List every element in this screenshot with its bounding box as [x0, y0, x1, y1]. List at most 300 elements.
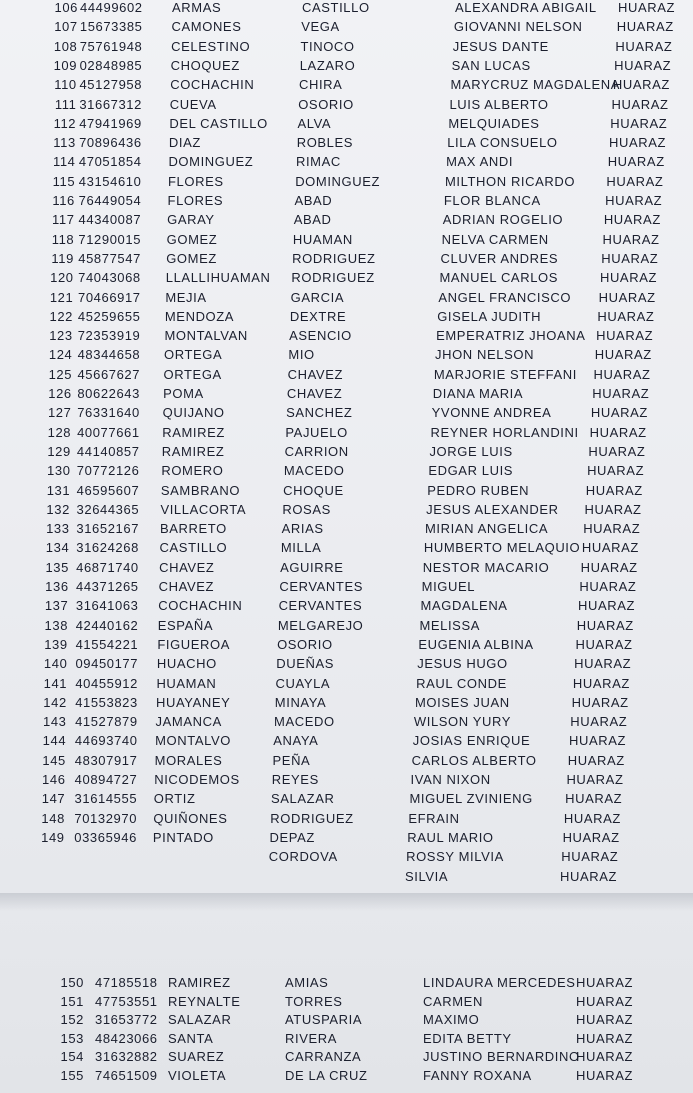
dni-cell: 70132970: [74, 810, 138, 826]
row-number: 147: [41, 791, 66, 807]
dni-cell: 46871740: [76, 559, 139, 575]
dni-cell: 31667312: [79, 96, 142, 112]
given-names-cell: GISELA JUDITH: [437, 308, 542, 324]
table-row: [0, 1012, 693, 1032]
dni-cell: 48344658: [77, 347, 141, 363]
table-row: [0, 386, 693, 406]
city-cell: HUARAZ: [576, 617, 634, 633]
given-names-cell: MARJORIE STEFFANI: [433, 366, 577, 382]
city-cell: HUARAZ: [601, 250, 659, 266]
city-cell: HUARAZ: [579, 579, 637, 594]
table-row: [0, 19, 693, 39]
table-row: [0, 193, 693, 213]
dni-cell: 47753551: [95, 993, 158, 1009]
row-number: 143: [42, 714, 67, 730]
dni-cell: 70466917: [78, 289, 141, 305]
maternal-surname-cell: ARIAS: [281, 521, 324, 537]
given-names-cell: SAN LUCAS: [451, 57, 531, 73]
paternal-surname-cell: CHOQUEZ: [170, 57, 240, 73]
given-names-cell: JESUS DANTE: [452, 38, 549, 54]
dni-cell: 44371265: [76, 579, 139, 594]
city-cell: HUARAZ: [585, 482, 643, 498]
table-row: [0, 1031, 693, 1051]
row-number: 138: [44, 617, 69, 633]
row-number: 116: [52, 193, 75, 208]
paternal-surname-cell: GOMEZ: [166, 250, 217, 266]
city-cell: HUARAZ: [615, 38, 673, 54]
given-names-cell: HUMBERTO MELAQUIO: [423, 540, 581, 556]
paternal-surname-cell: DOMINGUEZ: [168, 154, 254, 170]
paternal-surname-cell: DIAZ: [168, 135, 201, 151]
row-number: 136: [45, 579, 69, 594]
given-names-cell: RAUL CONDE: [416, 675, 507, 691]
city-cell: HUARAZ: [576, 1049, 634, 1065]
city-cell: HUARAZ: [616, 19, 674, 35]
table-row: [0, 695, 693, 715]
given-names-cell: FLOR BLANCA: [443, 193, 541, 208]
given-names-cell: FANNY ROXANA: [423, 1068, 532, 1083]
paternal-surname-cell: HUACHO: [156, 656, 217, 672]
maternal-surname-cell: PAJUELO: [285, 424, 348, 440]
table-row: [0, 174, 693, 194]
dni-cell: 09450177: [75, 656, 139, 672]
table-row: [0, 733, 693, 753]
given-names-cell: WILSON YURY: [413, 714, 512, 730]
table-row: [0, 714, 693, 734]
city-cell: HUARAZ: [618, 0, 676, 15]
table-row: [0, 444, 693, 464]
row-number: 115: [52, 173, 76, 189]
given-names-cell: MOISES JUAN: [415, 694, 510, 710]
maternal-surname-cell: OSORIO: [277, 636, 333, 652]
table-row: [0, 869, 693, 889]
row-number: 111: [54, 96, 77, 112]
maternal-surname-cell: CERVANTES: [279, 579, 363, 594]
paternal-surname-cell: VIOLETA: [168, 1068, 227, 1083]
city-cell: HUARAZ: [597, 308, 655, 324]
paternal-surname-cell: REYNALTE: [168, 993, 241, 1009]
maternal-surname-cell: RODRIGUEZ: [292, 250, 376, 266]
maternal-surname-cell: HUAMAN: [292, 231, 353, 247]
row-number: 128: [47, 424, 72, 440]
maternal-surname-cell: ASENCIO: [289, 328, 352, 344]
row-number: 134: [45, 540, 70, 556]
city-cell: HUARAZ: [563, 810, 621, 826]
dni-cell: 48423066: [95, 1030, 158, 1046]
dni-cell: 41553823: [75, 694, 138, 710]
row-number: 108: [53, 38, 78, 54]
maternal-surname-cell: DE LA CRUZ: [285, 1068, 368, 1083]
maternal-surname-cell: LAZARO: [299, 57, 356, 73]
paternal-surname-cell: CASTILLO: [159, 540, 228, 556]
row-number: 106: [54, 0, 78, 15]
maternal-surname-cell: DEXTRE: [289, 308, 347, 324]
city-cell: HUARAZ: [589, 424, 647, 440]
paternal-surname-cell: MENDOZA: [164, 308, 235, 324]
city-cell: HUARAZ: [602, 231, 660, 247]
row-number: 131: [46, 482, 71, 498]
dni-cell: 45127958: [79, 77, 143, 93]
given-names-cell: CARMEN: [423, 993, 483, 1009]
paternal-surname-cell: CHAVEZ: [159, 559, 215, 575]
city-cell: HUARAZ: [570, 714, 628, 730]
city-cell: HUARAZ: [576, 1012, 634, 1028]
given-names-cell: JORGE LUIS: [429, 443, 513, 459]
city-cell: HUARAZ: [574, 656, 632, 672]
dni-cell: 44340087: [78, 212, 142, 228]
dni-cell: 71290015: [78, 231, 142, 247]
maternal-surname-cell: MILLA: [280, 540, 322, 556]
dni-cell: 72353919: [77, 328, 141, 344]
table-row: [0, 656, 693, 676]
row-number: 132: [46, 501, 70, 517]
maternal-surname-cell: CARRANZA: [285, 1049, 362, 1065]
dni-cell: 47051854: [78, 154, 142, 170]
row-number: 129: [47, 443, 71, 459]
dni-cell: 76449054: [78, 193, 142, 208]
dni-cell: 02848985: [79, 57, 143, 73]
dni-cell: 45667627: [77, 366, 141, 382]
paternal-surname-cell: FIGUEROA: [157, 636, 231, 652]
maternal-surname-cell: ABAD: [293, 212, 332, 228]
city-cell: HUARAZ: [565, 791, 623, 807]
given-names-cell: EFRAIN: [408, 810, 460, 826]
table-row: [0, 77, 693, 97]
maternal-surname-cell: AMIAS: [285, 975, 329, 990]
table-row: [0, 975, 693, 995]
given-names-cell: MAX ANDI: [446, 154, 514, 170]
row-number: 130: [47, 463, 71, 479]
row-number: 120: [50, 270, 74, 286]
table-row: [0, 270, 693, 290]
dni-cell: 45259655: [77, 308, 141, 324]
given-names-cell: JHON NELSON: [435, 347, 535, 363]
paternal-surname-cell: ESPAÑA: [157, 617, 214, 633]
maternal-surname-cell: ROSAS: [282, 501, 331, 517]
given-names-cell: JOSIAS ENRIQUE: [412, 733, 531, 749]
paternal-surname-cell: CHAVEZ: [158, 579, 215, 594]
row-number: 142: [43, 694, 67, 710]
row-number: 114: [52, 154, 76, 170]
city-cell: HUARAZ: [576, 993, 634, 1009]
maternal-surname-cell: TORRES: [285, 993, 343, 1009]
maternal-surname-cell: DEPAZ: [269, 829, 315, 845]
given-names-cell: MAXIMO: [423, 1012, 480, 1028]
given-names-cell: ALEXANDRA ABIGAIL: [455, 0, 597, 15]
given-names-cell: JESUS ALEXANDER: [426, 501, 559, 517]
maternal-surname-cell: CORDOVA: [268, 849, 338, 865]
maternal-surname-cell: CUAYLA: [275, 675, 331, 691]
given-names-cell: YVONNE ANDREA: [431, 405, 552, 421]
dni-cell: 42440162: [75, 617, 139, 633]
maternal-surname-cell: PEÑA: [272, 752, 311, 768]
row-number: 125: [48, 366, 73, 382]
city-cell: HUARAZ: [576, 1030, 634, 1046]
dni-cell: 74043068: [78, 270, 141, 286]
city-cell: HUARAZ: [583, 521, 641, 537]
dni-cell: 31652167: [76, 521, 140, 537]
dni-cell: 48307917: [74, 752, 138, 768]
given-names-cell: EDITA BETTY: [423, 1030, 512, 1046]
given-names-cell: ANGEL FRANCISCO: [438, 289, 572, 305]
city-cell: HUARAZ: [567, 752, 625, 768]
city-cell: HUARAZ: [561, 849, 619, 865]
paternal-surname-cell: SUAREZ: [168, 1049, 225, 1065]
row-number: 135: [45, 559, 69, 575]
row-number: 153: [60, 1030, 84, 1046]
paternal-surname-cell: JAMANCA: [155, 714, 222, 730]
maternal-surname-cell: RODRIGUEZ: [291, 270, 375, 286]
paternal-surname-cell: RAMIREZ: [168, 975, 231, 990]
dni-cell: 31653772: [95, 1012, 158, 1028]
table-row: [0, 540, 693, 560]
paternal-surname-cell: COCHACHIN: [170, 77, 255, 93]
maternal-surname-cell: MACEDO: [274, 714, 335, 730]
city-cell: HUARAZ: [610, 115, 668, 131]
table-row: [0, 502, 693, 522]
paternal-surname-cell: NICODEMOS: [154, 772, 240, 787]
paternal-surname-cell: COCHACHIN: [158, 598, 243, 614]
paternal-surname-cell: SAMBRANO: [160, 482, 241, 498]
maternal-surname-cell: MINAYA: [274, 694, 327, 710]
table-row: [0, 290, 693, 310]
row-number: 148: [41, 810, 65, 826]
dni-cell: 31624268: [76, 540, 139, 556]
paternal-surname-cell: RAMIREZ: [161, 443, 225, 459]
dni-cell: 43154610: [78, 173, 142, 189]
city-cell: HUARAZ: [599, 270, 658, 286]
row-number: 141: [43, 675, 68, 691]
table-row: [0, 994, 693, 1014]
dni-cell: 15673385: [79, 19, 143, 35]
given-names-cell: DIANA MARIA: [432, 386, 524, 401]
row-number: 117: [52, 212, 75, 228]
given-names-cell: EMPERATRIZ JHOANA: [436, 328, 586, 344]
row-number: 110: [54, 77, 77, 93]
given-names-cell: JESUS HUGO: [417, 656, 508, 672]
table-row: [0, 367, 693, 387]
table-row: [0, 830, 693, 850]
dni-cell: 44140857: [76, 443, 140, 459]
maternal-surname-cell: RIVERA: [285, 1030, 338, 1046]
paternal-surname-cell: FLORES: [168, 173, 224, 189]
given-names-cell: CLUVER ANDRES: [440, 250, 559, 266]
paternal-surname-cell: VILLACORTA: [160, 501, 247, 517]
paternal-surname-cell: RAMIREZ: [162, 424, 225, 440]
row-number: 133: [46, 521, 70, 537]
paternal-surname-cell: HUAMAN: [156, 675, 217, 691]
row-number: 113: [53, 135, 76, 151]
row-number: 155: [60, 1068, 84, 1083]
table-row: [0, 347, 693, 367]
maternal-surname-cell: SANCHEZ: [286, 405, 353, 421]
row-number: 121: [49, 289, 74, 305]
city-cell: HUARAZ: [569, 733, 627, 749]
given-names-cell: NESTOR MACARIO: [422, 559, 550, 575]
row-number: 137: [44, 598, 69, 614]
given-names-cell: LILA CONSUELO: [447, 135, 558, 151]
dni-cell: 41554221: [75, 636, 139, 652]
table-row: [0, 232, 693, 252]
city-cell: HUARAZ: [611, 96, 669, 112]
dni-cell: 74651509: [95, 1068, 158, 1083]
city-cell: HUARAZ: [594, 347, 652, 363]
table-row: [0, 811, 693, 831]
given-names-cell: CARLOS ALBERTO: [411, 752, 537, 768]
dni-cell: 32644365: [76, 501, 140, 517]
paternal-surname-cell: ARMAS: [172, 0, 222, 15]
city-cell: HUARAZ: [608, 135, 667, 151]
row-number: 154: [60, 1049, 84, 1065]
paternal-surname-cell: ROMERO: [161, 463, 224, 479]
table-row: [0, 154, 693, 174]
dni-cell: 75761948: [79, 38, 143, 54]
given-names-cell: JUSTINO BERNARDINO: [423, 1049, 580, 1065]
city-cell: HUARAZ: [596, 328, 654, 344]
row-number: 140: [43, 656, 68, 672]
dni-cell: 46595607: [76, 482, 140, 498]
paternal-surname-cell: MONTALVO: [155, 733, 231, 749]
table-row: [0, 39, 693, 59]
dni-cell: 44693740: [74, 733, 138, 749]
city-cell: HUARAZ: [605, 193, 663, 208]
city-cell: HUARAZ: [598, 289, 656, 305]
table-row: [0, 483, 693, 503]
table-row: [0, 849, 693, 869]
given-names-cell: MAGDALENA: [420, 598, 508, 614]
paternal-surname-cell: BARRETO: [160, 521, 227, 537]
maternal-surname-cell: RIMAC: [295, 154, 341, 170]
table-row: [0, 753, 693, 773]
city-cell: HUARAZ: [580, 559, 638, 575]
city-cell: HUARAZ: [571, 694, 629, 710]
dni-cell: 45877547: [78, 250, 141, 266]
table-row: [0, 58, 693, 78]
row-number: 112: [53, 115, 77, 131]
row-number: 109: [53, 57, 78, 73]
maternal-surname-cell: ANAYA: [273, 733, 319, 749]
city-cell: HUARAZ: [588, 443, 646, 459]
maternal-surname-cell: MACEDO: [283, 463, 345, 479]
maternal-surname-cell: CASTILLO: [302, 0, 370, 15]
city-cell: HUARAZ: [614, 57, 672, 73]
paternal-surname-cell: DEL CASTILLO: [169, 115, 268, 131]
dni-cell: 76331640: [77, 405, 140, 421]
table-row: [0, 1049, 693, 1069]
given-names-cell: MIRIAN ANGELICA: [425, 521, 549, 537]
dni-cell: 44499602: [80, 0, 143, 15]
row-number: 150: [60, 975, 84, 990]
table-row: [0, 598, 693, 618]
city-cell: HUARAZ: [576, 975, 634, 990]
table-row: [0, 560, 693, 580]
maternal-surname-cell: CHAVEZ: [286, 386, 343, 401]
maternal-surname-cell: ABAD: [294, 193, 333, 208]
given-names-cell: MIGUEL: [421, 579, 476, 594]
row-number: 122: [49, 308, 74, 324]
given-names-cell: LINDAURA MERCEDES: [423, 975, 576, 990]
given-names-cell: EDGAR LUIS: [428, 463, 514, 479]
given-names-cell: RAUL MARIO: [407, 829, 494, 845]
city-cell: HUARAZ: [606, 173, 664, 189]
paternal-surname-cell: LLALLIHUAMAN: [165, 270, 271, 286]
table-row: [0, 1068, 693, 1088]
city-cell: HUARAZ: [578, 598, 636, 614]
row-number: 123: [49, 328, 73, 344]
maternal-surname-cell: CERVANTES: [278, 598, 363, 614]
given-names-cell: SILVIA: [405, 868, 449, 884]
given-names-cell: GIOVANNI NELSON: [453, 19, 583, 35]
given-names-cell: MANUEL CARLOS: [439, 270, 559, 286]
dni-cell: 31632882: [95, 1049, 158, 1065]
paternal-surname-cell: HUAYANEY: [156, 694, 231, 710]
paternal-surname-cell: CUEVA: [169, 96, 217, 112]
row-number: 107: [54, 19, 78, 35]
paternal-surname-cell: MORALES: [154, 752, 223, 768]
table-row: [0, 328, 693, 348]
table-row: [0, 521, 693, 541]
paternal-surname-cell: FLORES: [167, 193, 224, 208]
row-number: 119: [51, 250, 74, 266]
maternal-surname-cell: VEGA: [301, 19, 340, 35]
maternal-surname-cell: RODRIGUEZ: [270, 810, 354, 826]
table-row: [0, 618, 693, 638]
city-cell: HUARAZ: [603, 212, 661, 228]
maternal-surname-cell: SALAZAR: [271, 791, 335, 807]
paternal-surname-cell: QUIÑONES: [153, 810, 228, 826]
row-number: 139: [44, 636, 68, 652]
dni-cell: 40077661: [77, 424, 140, 440]
paternal-surname-cell: SANTA: [168, 1030, 214, 1046]
given-names-cell: NELVA CARMEN: [441, 231, 549, 247]
given-names-cell: IVAN NIXON: [410, 772, 491, 787]
row-number: 124: [48, 347, 73, 363]
row-number: 126: [48, 386, 72, 401]
maternal-surname-cell: ROBLES: [296, 135, 354, 151]
city-cell: HUARAZ: [607, 154, 665, 170]
city-cell: HUARAZ: [587, 463, 645, 479]
paternal-surname-cell: CAMONES: [171, 19, 242, 35]
paternal-surname-cell: ORTIZ: [153, 791, 196, 807]
maternal-surname-cell: AGUIRRE: [280, 559, 344, 575]
maternal-surname-cell: ALVA: [297, 115, 332, 131]
row-number: 127: [47, 405, 72, 421]
paternal-surname-cell: QUIJANO: [162, 405, 225, 421]
dni-cell: 40894727: [74, 772, 138, 787]
dni-cell: 31614555: [74, 791, 138, 807]
given-names-cell: MELISSA: [419, 617, 480, 633]
maternal-surname-cell: REYES: [271, 772, 319, 787]
city-cell: HUARAZ: [593, 366, 651, 382]
city-cell: HUARAZ: [584, 501, 642, 517]
maternal-surname-cell: CHAVEZ: [287, 366, 344, 382]
table-row: [0, 463, 693, 483]
city-cell: HUARAZ: [590, 405, 648, 421]
city-cell: HUARAZ: [566, 772, 624, 787]
maternal-surname-cell: DOMINGUEZ: [295, 173, 381, 189]
maternal-surname-cell: OSORIO: [298, 96, 354, 112]
maternal-surname-cell: MIO: [288, 347, 315, 363]
table-row: [0, 309, 693, 329]
dni-cell: 80622643: [77, 386, 140, 401]
table-row: [0, 97, 693, 117]
paternal-surname-cell: GARAY: [167, 212, 215, 228]
dni-cell: 47185518: [95, 975, 158, 990]
table-row: [0, 116, 693, 136]
paternal-surname-cell: SALAZAR: [168, 1012, 232, 1028]
maternal-surname-cell: TINOCO: [300, 38, 355, 54]
table-row: [0, 676, 693, 696]
